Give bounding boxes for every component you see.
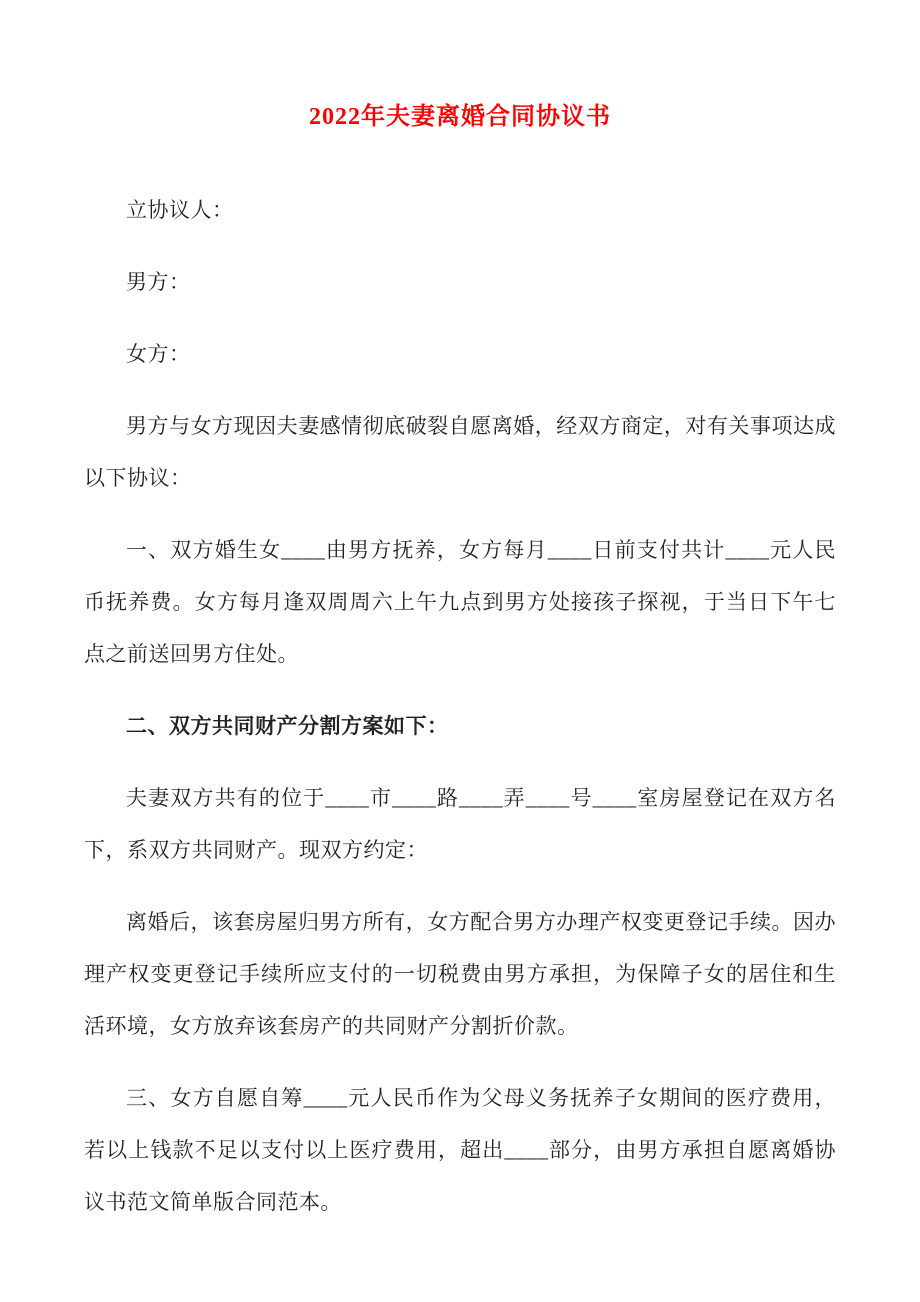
- paragraph-clause-3-medical-fund: 三、女方自愿自筹____元人民币作为父母义务抚养子女期间的医疗费用，若以上钱款不足以支付以上医疗费用，超出____部分，由男方承担自愿离婚协议书范文简单版合同范本。: [84, 1086, 836, 1214]
- document-title: 2022年夫妻离婚合同协议书: [309, 104, 611, 130]
- paragraph-clause-2-house-location: 夫妻双方共有的位于____市____路____弄____号____室房屋登记在双方名下，系双方共同财产。现双方约定：: [84, 786, 836, 862]
- paragraph-clause-1-child-custody: 一、双方婚生女____由男方抚养，女方每月____日前支付共计____元人民币抚养费。女方每月逢双周周六上午九点到男方处接孩子探视，于当日下午七点之前送回男方住处。: [84, 538, 836, 666]
- paragraph-preamble: 男方与女方现因夫妻感情彻底破裂自愿离婚，经双方商定，对有关事项达成以下协议：: [84, 414, 836, 490]
- paragraph-husband-label: 男方：: [126, 270, 191, 294]
- paragraph-wife-label: 女方：: [126, 342, 191, 366]
- paragraph-clause-2-heading: 二、双方共同财产分割方案如下：: [126, 714, 449, 738]
- paragraph-clause-2-house-terms: 离婚后，该套房屋归男方所有，女方配合男方办理产权变更登记手续。因办理产权变更登记手续所应支付的一切税费由男方承担，为保障子女的居住和生活环境，女方放弃该套房产的共同财产分割折价款。: [84, 910, 836, 1038]
- paragraph-parties-label: 立协议人：: [126, 198, 234, 222]
